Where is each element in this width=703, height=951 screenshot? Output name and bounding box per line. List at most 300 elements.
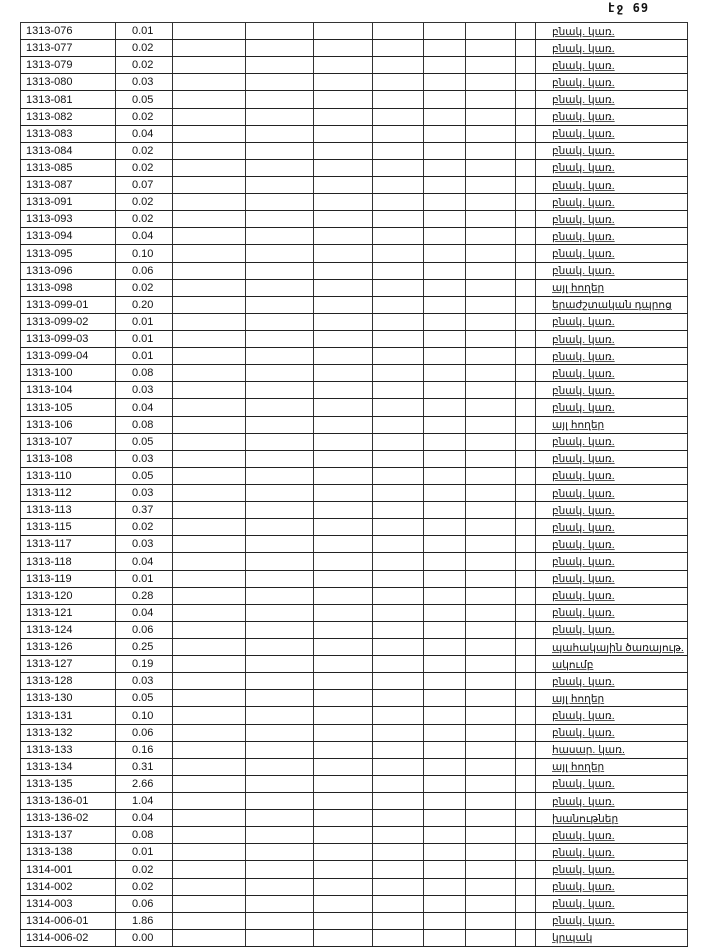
empty-cell bbox=[172, 879, 245, 895]
empty-cell bbox=[465, 879, 515, 895]
empty-cell bbox=[245, 228, 313, 244]
parcel-id-cell: 1313-121 bbox=[20, 605, 115, 621]
parcel-id-cell: 1313-084 bbox=[20, 143, 115, 159]
empty-cell bbox=[423, 536, 465, 552]
empty-cell bbox=[372, 434, 423, 450]
parcel-id-cell: 1313-133 bbox=[20, 742, 115, 758]
empty-cell bbox=[172, 160, 245, 176]
area-cell: 0.06 bbox=[115, 896, 172, 912]
empty-cell bbox=[423, 861, 465, 877]
empty-cell bbox=[313, 468, 372, 484]
empty-cell bbox=[515, 930, 535, 946]
empty-cell bbox=[515, 879, 535, 895]
empty-cell bbox=[423, 365, 465, 381]
land-use-cell: բնակ. կառ. bbox=[535, 502, 688, 518]
empty-cell bbox=[515, 553, 535, 569]
land-use-cell: բնակ. կառ. bbox=[535, 879, 688, 895]
empty-cell bbox=[515, 896, 535, 912]
empty-cell bbox=[465, 588, 515, 604]
empty-cell bbox=[172, 143, 245, 159]
empty-cell bbox=[172, 23, 245, 39]
empty-cell bbox=[423, 639, 465, 655]
empty-cell bbox=[172, 519, 245, 535]
empty-cell bbox=[372, 365, 423, 381]
empty-cell bbox=[172, 399, 245, 415]
empty-cell bbox=[423, 656, 465, 672]
empty-cell bbox=[423, 348, 465, 364]
empty-cell bbox=[372, 74, 423, 90]
empty-cell bbox=[515, 810, 535, 826]
empty-cell bbox=[372, 759, 423, 775]
parcel-id-cell: 1313-105 bbox=[20, 399, 115, 415]
table-row bbox=[20, 707, 688, 724]
land-use-cell: բնակ. կառ. bbox=[535, 245, 688, 261]
empty-cell bbox=[245, 194, 313, 210]
land-use-cell: բնակ. կառ. bbox=[535, 263, 688, 279]
parcel-id-cell: 1313-094 bbox=[20, 228, 115, 244]
land-use-cell: բնակ. կառ. bbox=[535, 57, 688, 73]
area-cell: 0.20 bbox=[115, 297, 172, 313]
land-use-cell: բնակ. կառ. bbox=[535, 126, 688, 142]
parcel-id-cell: 1313-131 bbox=[20, 707, 115, 723]
empty-cell bbox=[313, 91, 372, 107]
empty-cell bbox=[515, 245, 535, 261]
empty-cell bbox=[465, 23, 515, 39]
empty-cell bbox=[172, 314, 245, 330]
empty-cell bbox=[515, 861, 535, 877]
parcel-id-cell: 1313-110 bbox=[20, 468, 115, 484]
land-use-cell: բնակ. կառ. bbox=[535, 109, 688, 125]
land-use-cell: բնակ. կառ. bbox=[535, 74, 688, 90]
empty-cell bbox=[172, 126, 245, 142]
land-use-cell: պահակային ծառայութ. bbox=[535, 639, 688, 655]
table-row bbox=[20, 126, 688, 143]
land-use-cell: բնակ. կառ. bbox=[535, 399, 688, 415]
table-row bbox=[20, 502, 688, 519]
empty-cell bbox=[172, 930, 245, 946]
empty-cell bbox=[423, 177, 465, 193]
empty-cell bbox=[515, 673, 535, 689]
area-cell: 0.03 bbox=[115, 74, 172, 90]
parcel-id-cell: 1313-087 bbox=[20, 177, 115, 193]
empty-cell bbox=[372, 109, 423, 125]
empty-cell bbox=[245, 690, 313, 706]
empty-cell bbox=[423, 314, 465, 330]
land-use-cell: բնակ. կառ. bbox=[535, 519, 688, 535]
parcel-id-cell: 1313-100 bbox=[20, 365, 115, 381]
table-row bbox=[20, 280, 688, 297]
empty-cell bbox=[245, 707, 313, 723]
empty-cell bbox=[313, 639, 372, 655]
empty-cell bbox=[372, 844, 423, 860]
table-row bbox=[20, 399, 688, 416]
area-cell: 0.02 bbox=[115, 57, 172, 73]
empty-cell bbox=[172, 673, 245, 689]
empty-cell bbox=[515, 451, 535, 467]
land-use-cell: բնակ. կառ. bbox=[535, 861, 688, 877]
empty-cell bbox=[423, 297, 465, 313]
table-row bbox=[20, 434, 688, 451]
land-use-cell: բնակ. կառ. bbox=[535, 553, 688, 569]
area-cell: 0.10 bbox=[115, 245, 172, 261]
empty-cell bbox=[515, 793, 535, 809]
empty-cell bbox=[465, 485, 515, 501]
empty-cell bbox=[465, 776, 515, 792]
area-cell: 0.02 bbox=[115, 160, 172, 176]
land-use-cell: բնակ. կառ. bbox=[535, 468, 688, 484]
table-row bbox=[20, 913, 688, 930]
empty-cell bbox=[465, 382, 515, 398]
empty-cell bbox=[313, 399, 372, 415]
empty-cell bbox=[313, 126, 372, 142]
table-row bbox=[20, 793, 688, 810]
empty-cell bbox=[465, 399, 515, 415]
empty-cell bbox=[465, 228, 515, 244]
table-row bbox=[20, 40, 688, 57]
area-cell: 0.01 bbox=[115, 844, 172, 860]
empty-cell bbox=[172, 913, 245, 929]
empty-cell bbox=[372, 725, 423, 741]
empty-cell bbox=[245, 40, 313, 56]
table-row bbox=[20, 297, 688, 314]
land-use-cell: ակումբ bbox=[535, 656, 688, 672]
land-use-cell: բնակ. կառ. bbox=[535, 228, 688, 244]
empty-cell bbox=[245, 434, 313, 450]
empty-cell bbox=[515, 348, 535, 364]
empty-cell bbox=[515, 211, 535, 227]
empty-cell bbox=[372, 177, 423, 193]
empty-cell bbox=[372, 348, 423, 364]
empty-cell bbox=[313, 177, 372, 193]
empty-cell bbox=[515, 434, 535, 450]
land-use-cell: բնակ. կառ. bbox=[535, 40, 688, 56]
empty-cell bbox=[313, 160, 372, 176]
empty-cell bbox=[172, 211, 245, 227]
empty-cell bbox=[313, 314, 372, 330]
empty-cell bbox=[515, 126, 535, 142]
parcel-id-cell: 1313-135 bbox=[20, 776, 115, 792]
empty-cell bbox=[172, 297, 245, 313]
empty-cell bbox=[465, 297, 515, 313]
area-cell: 0.04 bbox=[115, 553, 172, 569]
table-row bbox=[20, 588, 688, 605]
empty-cell bbox=[313, 725, 372, 741]
empty-cell bbox=[465, 434, 515, 450]
empty-cell bbox=[372, 588, 423, 604]
empty-cell bbox=[423, 742, 465, 758]
empty-cell bbox=[423, 451, 465, 467]
empty-cell bbox=[515, 194, 535, 210]
table-row bbox=[20, 263, 688, 280]
empty-cell bbox=[313, 588, 372, 604]
parcel-id-cell: 1313-091 bbox=[20, 194, 115, 210]
area-cell: 0.01 bbox=[115, 571, 172, 587]
empty-cell bbox=[465, 91, 515, 107]
empty-cell bbox=[313, 382, 372, 398]
area-cell: 0.03 bbox=[115, 382, 172, 398]
parcel-id-cell: 1314-002 bbox=[20, 879, 115, 895]
empty-cell bbox=[423, 690, 465, 706]
land-use-cell: բնակ. կառ. bbox=[535, 194, 688, 210]
empty-cell bbox=[465, 502, 515, 518]
empty-cell bbox=[313, 930, 372, 946]
empty-cell bbox=[465, 536, 515, 552]
empty-cell bbox=[423, 160, 465, 176]
empty-cell bbox=[515, 109, 535, 125]
empty-cell bbox=[372, 776, 423, 792]
area-cell: 0.06 bbox=[115, 622, 172, 638]
empty-cell bbox=[372, 622, 423, 638]
empty-cell bbox=[515, 707, 535, 723]
land-use-cell: այլ հողեր bbox=[535, 759, 688, 775]
parcel-id-cell: 1313-106 bbox=[20, 417, 115, 433]
land-use-cell: բնակ. կառ. bbox=[535, 143, 688, 159]
empty-cell bbox=[245, 211, 313, 227]
empty-cell bbox=[423, 228, 465, 244]
empty-cell bbox=[423, 143, 465, 159]
land-use-cell: բնակ. կառ. bbox=[535, 896, 688, 912]
table-row bbox=[20, 656, 688, 673]
empty-cell bbox=[372, 536, 423, 552]
empty-cell bbox=[372, 502, 423, 518]
table-row bbox=[20, 245, 688, 262]
area-cell: 0.05 bbox=[115, 434, 172, 450]
empty-cell bbox=[465, 160, 515, 176]
parcel-id-cell: 1313-107 bbox=[20, 434, 115, 450]
parcel-id-cell: 1313-104 bbox=[20, 382, 115, 398]
empty-cell bbox=[245, 74, 313, 90]
empty-cell bbox=[423, 211, 465, 227]
empty-cell bbox=[372, 571, 423, 587]
empty-cell bbox=[172, 468, 245, 484]
parcel-id-cell: 1313-126 bbox=[20, 639, 115, 655]
empty-cell bbox=[313, 571, 372, 587]
empty-cell bbox=[245, 263, 313, 279]
empty-cell bbox=[515, 656, 535, 672]
empty-cell bbox=[423, 194, 465, 210]
empty-cell bbox=[172, 263, 245, 279]
table-row bbox=[20, 160, 688, 177]
empty-cell bbox=[372, 451, 423, 467]
empty-cell bbox=[423, 331, 465, 347]
empty-cell bbox=[172, 656, 245, 672]
empty-cell bbox=[372, 793, 423, 809]
empty-cell bbox=[515, 571, 535, 587]
empty-cell bbox=[245, 588, 313, 604]
table-row bbox=[20, 23, 688, 40]
parcel-id-cell: 1313-113 bbox=[20, 502, 115, 518]
empty-cell bbox=[372, 399, 423, 415]
empty-cell bbox=[423, 707, 465, 723]
empty-cell bbox=[465, 314, 515, 330]
empty-cell bbox=[245, 143, 313, 159]
empty-cell bbox=[313, 776, 372, 792]
empty-cell bbox=[372, 211, 423, 227]
empty-cell bbox=[423, 280, 465, 296]
empty-cell bbox=[372, 228, 423, 244]
parcel-id-cell: 1313-134 bbox=[20, 759, 115, 775]
empty-cell bbox=[372, 519, 423, 535]
empty-cell bbox=[245, 451, 313, 467]
empty-cell bbox=[515, 314, 535, 330]
parcel-id-cell: 1313-127 bbox=[20, 656, 115, 672]
empty-cell bbox=[465, 690, 515, 706]
land-use-cell: բնակ. կառ. bbox=[535, 913, 688, 929]
empty-cell bbox=[515, 91, 535, 107]
empty-cell bbox=[423, 605, 465, 621]
empty-cell bbox=[423, 23, 465, 39]
empty-cell bbox=[423, 485, 465, 501]
empty-cell bbox=[515, 913, 535, 929]
parcel-id-cell: 1313-128 bbox=[20, 673, 115, 689]
empty-cell bbox=[465, 331, 515, 347]
empty-cell bbox=[313, 57, 372, 73]
empty-cell bbox=[515, 776, 535, 792]
empty-cell bbox=[372, 879, 423, 895]
empty-cell bbox=[245, 605, 313, 621]
area-cell: 1.04 bbox=[115, 793, 172, 809]
empty-cell bbox=[372, 485, 423, 501]
empty-cell bbox=[515, 536, 535, 552]
table-row bbox=[20, 536, 688, 553]
empty-cell bbox=[423, 468, 465, 484]
empty-cell bbox=[172, 810, 245, 826]
table-row bbox=[20, 879, 688, 896]
area-cell: 0.03 bbox=[115, 536, 172, 552]
empty-cell bbox=[172, 485, 245, 501]
land-use-cell: բնակ. կառ. bbox=[535, 536, 688, 552]
empty-cell bbox=[245, 485, 313, 501]
empty-cell bbox=[172, 742, 245, 758]
land-use-cell: բնակ. կառ. bbox=[535, 331, 688, 347]
empty-cell bbox=[423, 263, 465, 279]
parcel-id-cell: 1313-085 bbox=[20, 160, 115, 176]
empty-cell bbox=[465, 725, 515, 741]
table-row bbox=[20, 91, 688, 108]
empty-cell bbox=[245, 673, 313, 689]
empty-cell bbox=[245, 639, 313, 655]
parcel-id-cell: 1313-130 bbox=[20, 690, 115, 706]
land-use-cell: բնակ. կառ. bbox=[535, 382, 688, 398]
empty-cell bbox=[423, 930, 465, 946]
table-row bbox=[20, 622, 688, 639]
empty-cell bbox=[465, 40, 515, 56]
empty-cell bbox=[172, 57, 245, 73]
empty-cell bbox=[423, 913, 465, 929]
empty-cell bbox=[172, 280, 245, 296]
parcel-id-cell: 1313-136-02 bbox=[20, 810, 115, 826]
parcel-id-cell: 1313-099-01 bbox=[20, 297, 115, 313]
empty-cell bbox=[245, 896, 313, 912]
land-use-cell: խանութներ bbox=[535, 810, 688, 826]
empty-cell bbox=[313, 605, 372, 621]
empty-cell bbox=[515, 382, 535, 398]
parcel-id-cell: 1313-132 bbox=[20, 725, 115, 741]
empty-cell bbox=[313, 793, 372, 809]
empty-cell bbox=[313, 143, 372, 159]
empty-cell bbox=[515, 23, 535, 39]
empty-cell bbox=[515, 827, 535, 843]
empty-cell bbox=[372, 263, 423, 279]
empty-cell bbox=[172, 725, 245, 741]
empty-cell bbox=[313, 827, 372, 843]
empty-cell bbox=[515, 519, 535, 535]
table-row bbox=[20, 810, 688, 827]
land-use-cell: այլ հողեր bbox=[535, 417, 688, 433]
empty-cell bbox=[245, 536, 313, 552]
empty-cell bbox=[245, 399, 313, 415]
area-cell: 0.03 bbox=[115, 673, 172, 689]
empty-cell bbox=[245, 622, 313, 638]
parcel-id-cell: 1313-099-02 bbox=[20, 314, 115, 330]
empty-cell bbox=[465, 861, 515, 877]
parcel-id-cell: 1313-080 bbox=[20, 74, 115, 90]
land-use-cell: բնակ. կառ. bbox=[535, 793, 688, 809]
empty-cell bbox=[515, 74, 535, 90]
area-cell: 0.03 bbox=[115, 451, 172, 467]
area-cell: 0.10 bbox=[115, 707, 172, 723]
empty-cell bbox=[245, 930, 313, 946]
empty-cell bbox=[423, 91, 465, 107]
empty-cell bbox=[515, 40, 535, 56]
page-number: էջ 69 bbox=[608, 1, 650, 15]
parcel-id-cell: 1313-098 bbox=[20, 280, 115, 296]
area-cell: 0.04 bbox=[115, 126, 172, 142]
area-cell: 0.06 bbox=[115, 725, 172, 741]
empty-cell bbox=[172, 365, 245, 381]
empty-cell bbox=[172, 605, 245, 621]
empty-cell bbox=[423, 109, 465, 125]
empty-cell bbox=[313, 228, 372, 244]
table-row bbox=[20, 109, 688, 126]
empty-cell bbox=[313, 759, 372, 775]
empty-cell bbox=[515, 622, 535, 638]
empty-cell bbox=[313, 502, 372, 518]
empty-cell bbox=[245, 280, 313, 296]
empty-cell bbox=[313, 365, 372, 381]
empty-cell bbox=[172, 331, 245, 347]
empty-cell bbox=[313, 844, 372, 860]
empty-cell bbox=[245, 793, 313, 809]
table-row bbox=[20, 861, 688, 878]
empty-cell bbox=[423, 40, 465, 56]
empty-cell bbox=[313, 742, 372, 758]
empty-cell bbox=[465, 280, 515, 296]
empty-cell bbox=[245, 519, 313, 535]
empty-cell bbox=[465, 827, 515, 843]
empty-cell bbox=[172, 571, 245, 587]
area-cell: 0.19 bbox=[115, 656, 172, 672]
area-cell: 0.02 bbox=[115, 519, 172, 535]
area-cell: 1.86 bbox=[115, 913, 172, 929]
land-use-cell: բնակ. կառ. bbox=[535, 348, 688, 364]
empty-cell bbox=[465, 742, 515, 758]
empty-cell bbox=[465, 810, 515, 826]
empty-cell bbox=[313, 519, 372, 535]
empty-cell bbox=[245, 382, 313, 398]
empty-cell bbox=[465, 177, 515, 193]
table-row bbox=[20, 690, 688, 707]
table-row bbox=[20, 742, 688, 759]
land-use-cell: երաժշտական դպրոց bbox=[535, 297, 688, 313]
land-use-cell: բնակ. կառ. bbox=[535, 827, 688, 843]
empty-cell bbox=[172, 536, 245, 552]
empty-cell bbox=[172, 451, 245, 467]
empty-cell bbox=[465, 844, 515, 860]
land-use-cell: բնակ. կառ. bbox=[535, 434, 688, 450]
empty-cell bbox=[423, 434, 465, 450]
land-use-cell: բնակ. կառ. bbox=[535, 451, 688, 467]
